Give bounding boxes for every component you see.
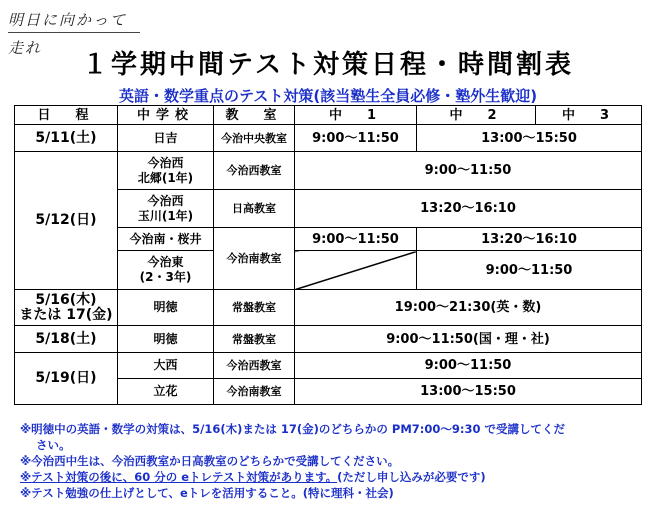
- school-cell: 日吉: [118, 125, 214, 152]
- school-cell: 大西: [118, 353, 214, 379]
- school-cell: 明徳: [118, 290, 214, 326]
- school-cell: 立花: [118, 379, 214, 405]
- room-cell: 今治南教室: [214, 228, 295, 290]
- header-school: 中学校: [118, 106, 214, 125]
- header-grade-2: 中 2: [417, 106, 536, 125]
- page-title: １学期中間テスト対策日程・時間割表: [82, 50, 574, 80]
- page-subtitle: 英語・数学重点のテスト対策(該当塾生全員必修・塾外生歓迎): [118, 87, 538, 105]
- date-cell: 5/18(土): [15, 326, 118, 353]
- time-cell: 9:00～11:50: [417, 251, 642, 290]
- date-cell: 5/11(土): [15, 125, 118, 152]
- school-name: 今治東: [147, 255, 184, 269]
- time-cell: 13:00～15:50: [295, 379, 642, 405]
- room-cell: 今治中央教室: [214, 125, 295, 152]
- date-option-1: 5/16(木): [35, 291, 97, 308]
- date-cell: [15, 290, 118, 326]
- time-cell: 9:00～11:50: [295, 125, 417, 152]
- table-row: [15, 152, 642, 190]
- school-cell: [118, 152, 214, 190]
- time-cell: 9:00～11:50: [295, 353, 642, 379]
- note-3: [20, 469, 644, 485]
- date-cell: 5/12(日): [15, 152, 118, 290]
- note-4: ※テスト勉強の仕上げとして、eトレを活用すること。(特に理科・社会): [20, 486, 394, 500]
- school-name: 今治西: [147, 193, 184, 208]
- school-cell: [118, 251, 214, 290]
- note-1-continued: さい。: [36, 438, 71, 452]
- school-sub: 玉川(1年): [137, 208, 194, 223]
- room-cell: 常盤教室: [214, 326, 295, 353]
- time-cell: 13:20～16:10: [417, 228, 642, 251]
- time-cell: 19:00～21:30(英・数): [295, 290, 642, 326]
- table-row: [15, 353, 642, 379]
- date-option-2: または 17(金): [19, 306, 113, 323]
- header-date: 日 程: [15, 106, 118, 125]
- time-cell: 13:00～15:50: [417, 125, 642, 152]
- school-cell: 今治南・桜井: [118, 228, 214, 251]
- header-grade-3: 中 3: [536, 106, 642, 125]
- time-cell: 9:00～11:50: [295, 152, 642, 190]
- note-3-suffix: (ただし申し込みが必要です): [337, 470, 486, 484]
- schedule-table: [14, 105, 642, 405]
- header-room: 教 室: [214, 106, 295, 125]
- empty-slashed-cell: [295, 251, 417, 290]
- table-row: [15, 326, 642, 353]
- school-sub: 北郷(1年): [137, 170, 194, 185]
- table-row: [15, 290, 642, 326]
- table-row: [15, 125, 642, 152]
- header-row: [15, 106, 642, 125]
- room-cell: 今治西教室: [214, 152, 295, 190]
- room-cell: 常盤教室: [214, 290, 295, 326]
- note-2: ※今治西中生は、今治西教室か日高教室のどちらかで受講してください。: [20, 454, 400, 468]
- logo-underline: [8, 32, 140, 33]
- note-1: ※明徳中の英語・数学の対策は、5/16(木)または 17(金)のどちらかの PM7:00～9:30 で受講してくだ: [20, 422, 565, 436]
- header-grade-1: 中 1: [295, 106, 417, 125]
- room-cell: 今治南教室: [214, 379, 295, 405]
- school-sub: (2・3年): [139, 270, 192, 284]
- room-cell: 今治西教室: [214, 353, 295, 379]
- time-cell: 9:00～11:50: [295, 228, 417, 251]
- logo: 明日に向かって走れ: [8, 11, 128, 57]
- date-cell: 5/19(日): [15, 353, 118, 405]
- note-3-emphasis: ※テスト対策の後に、60 分の eトレテスト対策があります。: [20, 470, 338, 484]
- school-cell: [118, 190, 214, 228]
- room-cell: 日高教室: [214, 190, 295, 228]
- school-name: 今治西: [147, 155, 184, 170]
- time-cell: 9:00～11:50(国・理・社): [295, 326, 642, 353]
- time-cell: 13:20～16:10: [295, 190, 642, 228]
- notes-section: [20, 421, 644, 501]
- school-cell: 明徳: [118, 326, 214, 353]
